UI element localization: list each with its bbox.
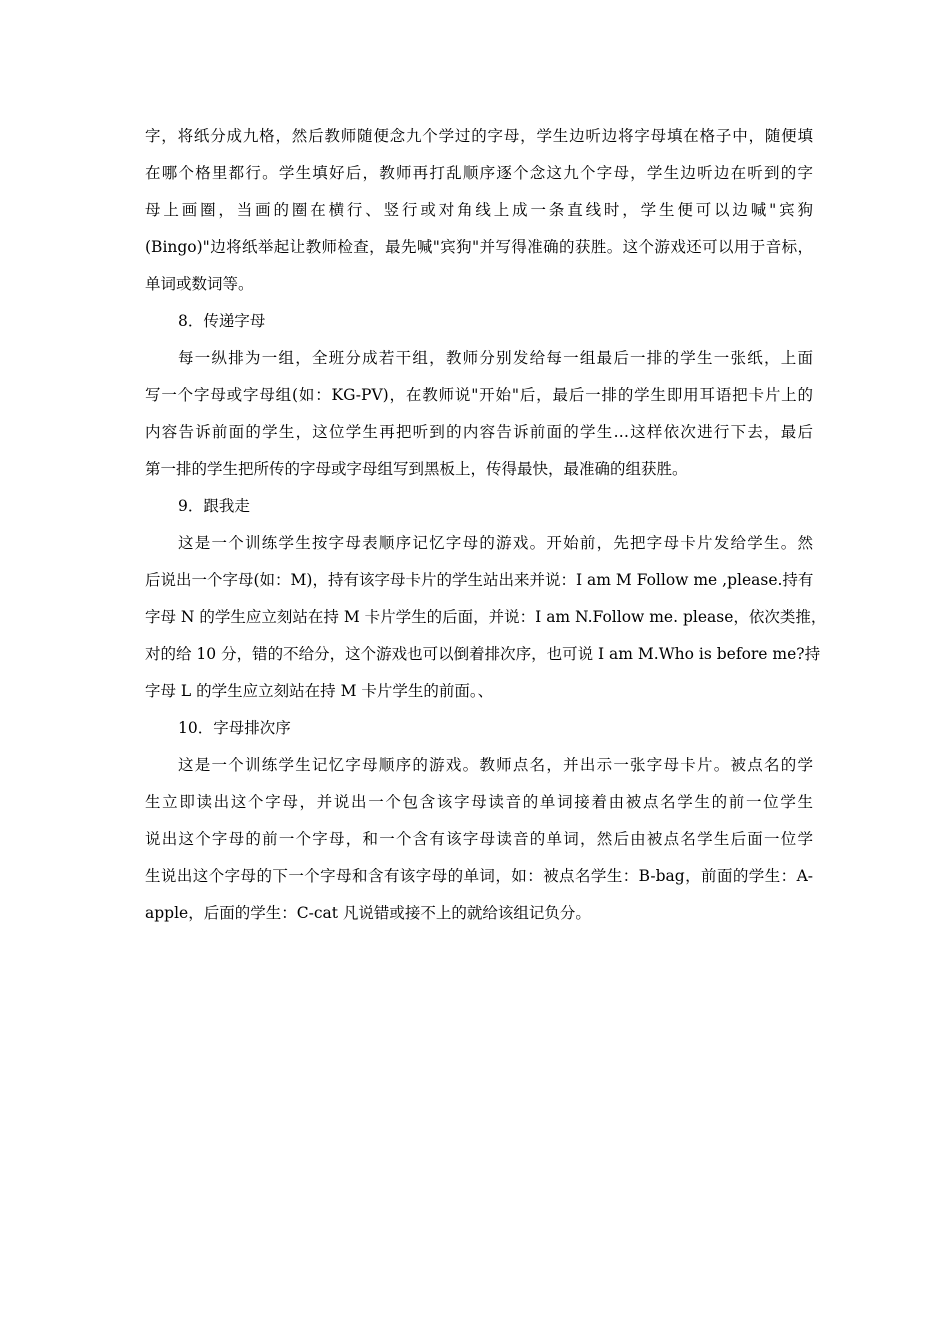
text-line: 写一个字母或字母组(如：KG-PV)，在教师说"开始"后，最后一排的学生即用耳语把卡片上的 — [145, 386, 813, 404]
text-line: 字母 L 的学生应立刻站在持 M 卡片学生的前面。、 — [145, 682, 494, 700]
text-line: 字，将纸分成九格，然后教师随便念九个学过的字母，学生边听边将字母填在格子中，随便填 — [145, 127, 813, 145]
text-line: 内容告诉前面的学生，这位学生再把听到的内容告诉前面的学生…这样依次进行下去，最后 — [145, 423, 813, 441]
text-line: 字母 N 的学生应立刻站在持 M 卡片学生的后面，并说：I am N.Follow me. please，依次类推， — [145, 608, 827, 626]
text-line: 在哪个格里都行。学生填好后，教师再打乱顺序逐个念这九个字母，学生边听边在听到的字 — [145, 164, 813, 182]
text-line: 每一纵排为一组，全班分成若干组，教师分别发给每一组最后一排的学生一张纸，上面 — [178, 349, 813, 367]
document-body — [145, 118, 827, 932]
text-line: 生立即读出这个字母，并说出一个包含该字母读音的单词接着由被点名学生的前一位学生 — [145, 793, 813, 811]
text-line: 单词或数词等。 — [145, 275, 254, 293]
text-line: 说出这个字母的前一个字母，和一个含有该字母读音的单词，然后由被点名学生后面一位学 — [145, 830, 813, 848]
text-line: 这是一个训练学生按字母表顺序记忆字母的游戏。开始前，先把字母卡片发给学生。然 — [178, 534, 813, 552]
paragraph-section-9 — [145, 525, 827, 710]
section-heading-9: 9．跟我走 — [178, 497, 250, 515]
section-heading-10: 10．字母排次序 — [178, 719, 291, 737]
text-line: 母上画圈，当画的圈在横行、竖行或对角线上成一条直线时，学生便可以边喊"宾狗 — [145, 201, 813, 219]
text-line: 这是一个训练学生记忆字母顺序的游戏。教师点名，并出示一张字母卡片。被点名的学 — [178, 756, 813, 774]
paragraph-section-10 — [145, 747, 813, 932]
section-heading-8: 8．传递字母 — [178, 312, 266, 330]
text-line: (Bingo)"边将纸举起让教师检查，最先喊"宾狗"并写得准确的获胜。这个游戏还可以用于音标， — [145, 238, 813, 256]
text-line: 对的给 10 分，错的不给分，这个游戏也可以倒着排次序，也可说 I am M.Who is before me?持 — [145, 645, 821, 663]
text-line: 后说出一个字母(如：M)，持有该字母卡片的学生站出来并说：I am M Follow me ,please.持有 — [145, 571, 814, 589]
paragraph-section-8 — [145, 340, 813, 488]
text-line: apple，后面的学生：C-cat 凡说错或接不上的就给该组记负分。 — [145, 904, 591, 922]
paragraph-bingo — [145, 118, 813, 303]
text-line: 生说出这个字母的下一个字母和含有该字母的单词，如：被点名学生：B-bag，前面的学生：A- — [145, 867, 813, 885]
text-line: 第一排的学生把所传的字母或字母组写到黑板上，传得最快，最准确的组获胜。 — [145, 460, 688, 478]
